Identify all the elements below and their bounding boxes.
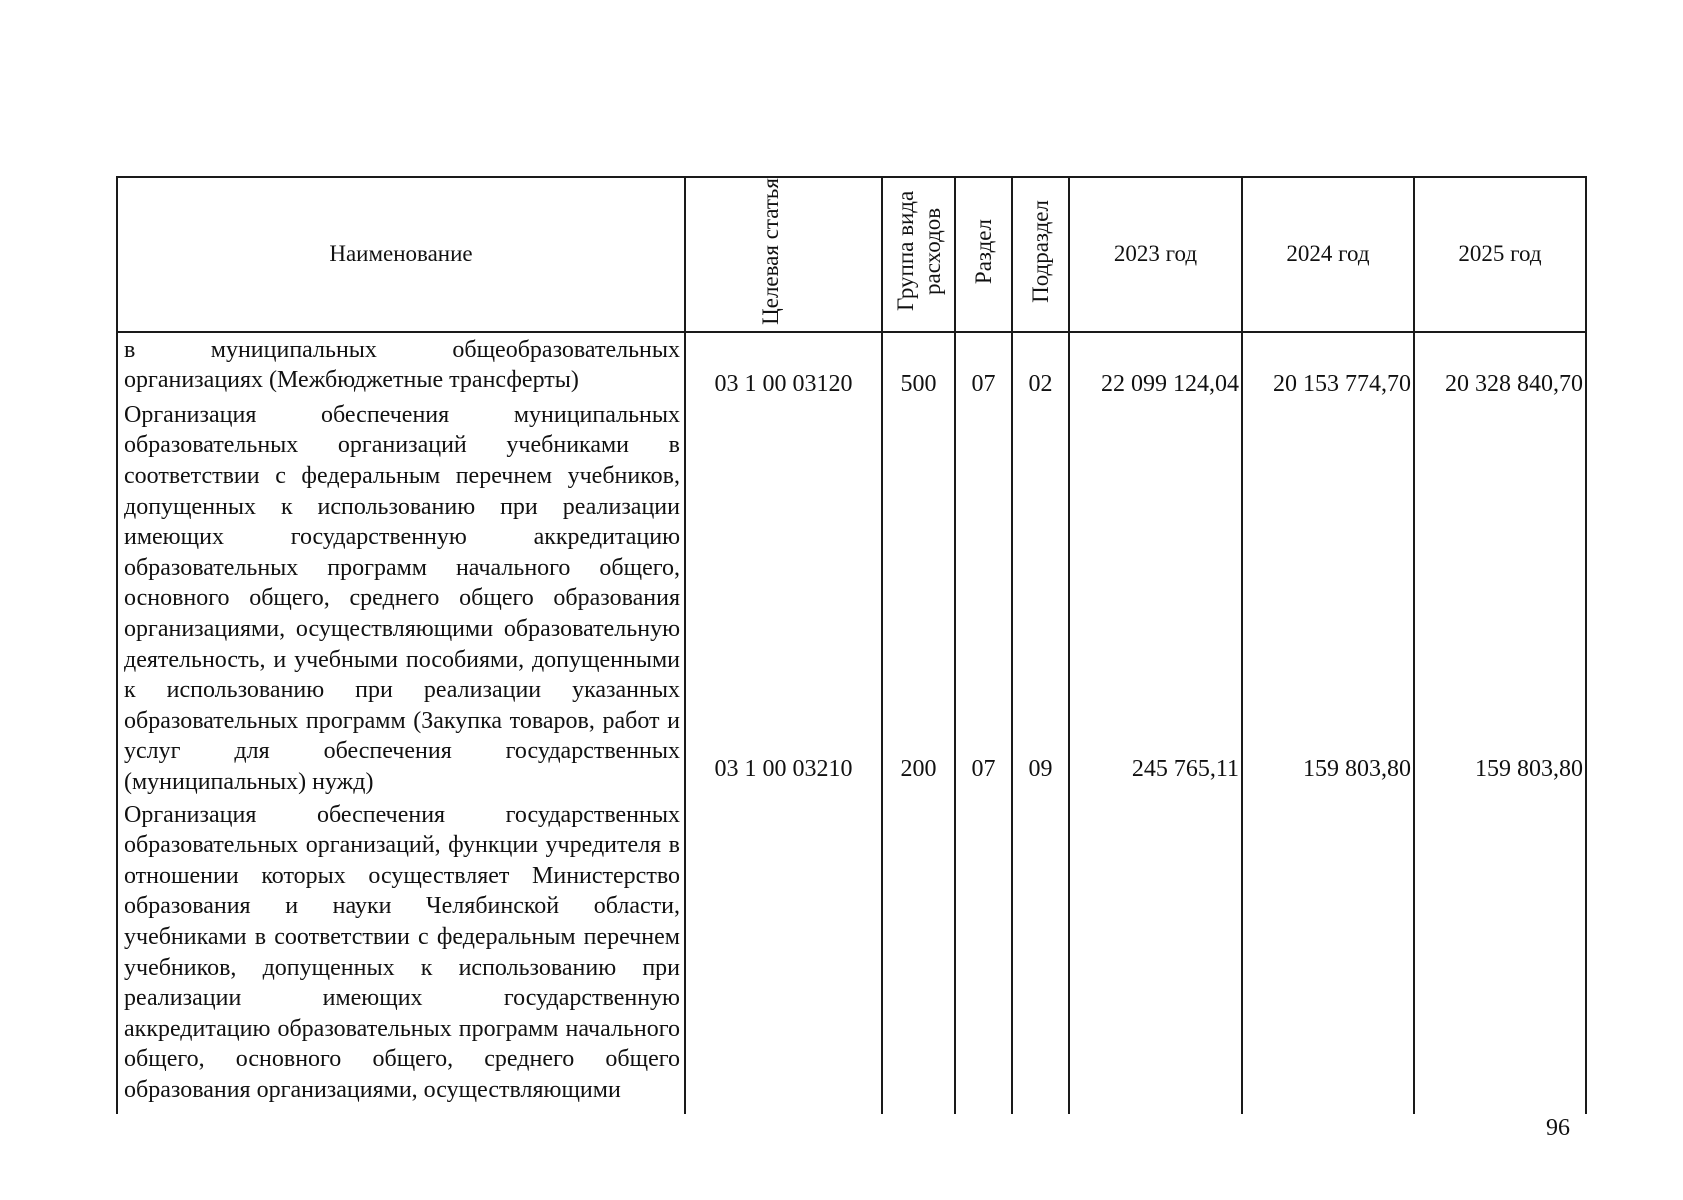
row-section: 07	[955, 398, 1012, 798]
budget-table-container	[116, 176, 1585, 1103]
row-target-article: 03 1 00 03120	[685, 332, 882, 398]
table-row	[117, 398, 1586, 798]
header-subsection-label: Подраздел	[1028, 199, 1053, 303]
row-subsection: 09	[1012, 398, 1069, 798]
budget-table	[116, 176, 1587, 1114]
header-name-label: Наименование	[329, 241, 473, 267]
header-target-article	[685, 177, 882, 332]
row-target-article: 03 1 00 03210	[685, 398, 882, 798]
row-2024-value: 20 153 774,70	[1242, 332, 1414, 398]
row-2025-value: 159 803,80	[1414, 398, 1586, 798]
row-expense-group: 200	[882, 398, 955, 798]
row-2023-value: 22 099 124,04	[1069, 332, 1242, 398]
header-target-article-label: Целевая статья	[757, 178, 783, 325]
header-subsection	[1012, 177, 1069, 332]
row-subsection: 02	[1012, 332, 1069, 398]
row-2024-value: 159 803,80	[1242, 398, 1414, 798]
row-name: в муниципальных общеобразовательных организациях (Межбюджетные трансферты)	[117, 332, 685, 398]
header-2025-label: 2025 год	[1458, 241, 1542, 267]
header-2023-label: 2023 год	[1113, 241, 1198, 267]
header-expense-group	[882, 177, 955, 332]
row-2024-value	[1242, 798, 1414, 1114]
table-row	[117, 798, 1586, 1114]
table-row	[117, 332, 1586, 398]
row-2023-value: 245 765,11	[1069, 398, 1242, 798]
row-section: 07	[955, 332, 1012, 398]
header-section	[955, 177, 1012, 332]
header-section-label: Раздел	[971, 218, 996, 284]
row-name: Организация обеспечения государственных образовательных организаций, функции учредителя в отношении которых осуществляет Министерство образования и науки Челябинской области, учебниками в соответствии с федеральным перечнем учебников, допущенных к использованию при реализации имеющих государственную аккредитацию образовательных программ начального общего, основного общего, среднего общего образования организациями, осуществляющими	[117, 798, 685, 1114]
header-2024	[1242, 177, 1414, 332]
row-expense-group	[882, 798, 955, 1114]
table-header-row	[117, 177, 1586, 332]
row-subsection	[1012, 798, 1069, 1114]
header-2023	[1069, 177, 1242, 332]
row-target-article	[685, 798, 882, 1114]
header-2024-label: 2024 год	[1286, 241, 1370, 267]
row-2023-value	[1069, 798, 1242, 1114]
header-name	[117, 177, 685, 332]
header-2025	[1414, 177, 1586, 332]
page-number: 96	[1546, 1115, 1570, 1141]
row-2025-value	[1414, 798, 1586, 1114]
header-expense-group-label: Группа вида расходов	[892, 191, 945, 312]
row-name: Организация обеспечения муниципальных образовательных организаций учебниками в соответствии с федеральным перечнем учебников, допущенных к использованию при реализации имеющих государственную аккредитацию образовательных программ начального общего, основного общего, среднего общего образования организациями, осуществляющими образовательную деятельность, и учебными пособиями, допущенными к использованию при реализации указанных образовательных программ (Закупка товаров, работ и услуг для обеспечения государственных (муниципальных) нужд)	[117, 398, 685, 798]
row-expense-group: 500	[882, 332, 955, 398]
row-2025-value: 20 328 840,70	[1414, 332, 1586, 398]
row-section	[955, 798, 1012, 1114]
